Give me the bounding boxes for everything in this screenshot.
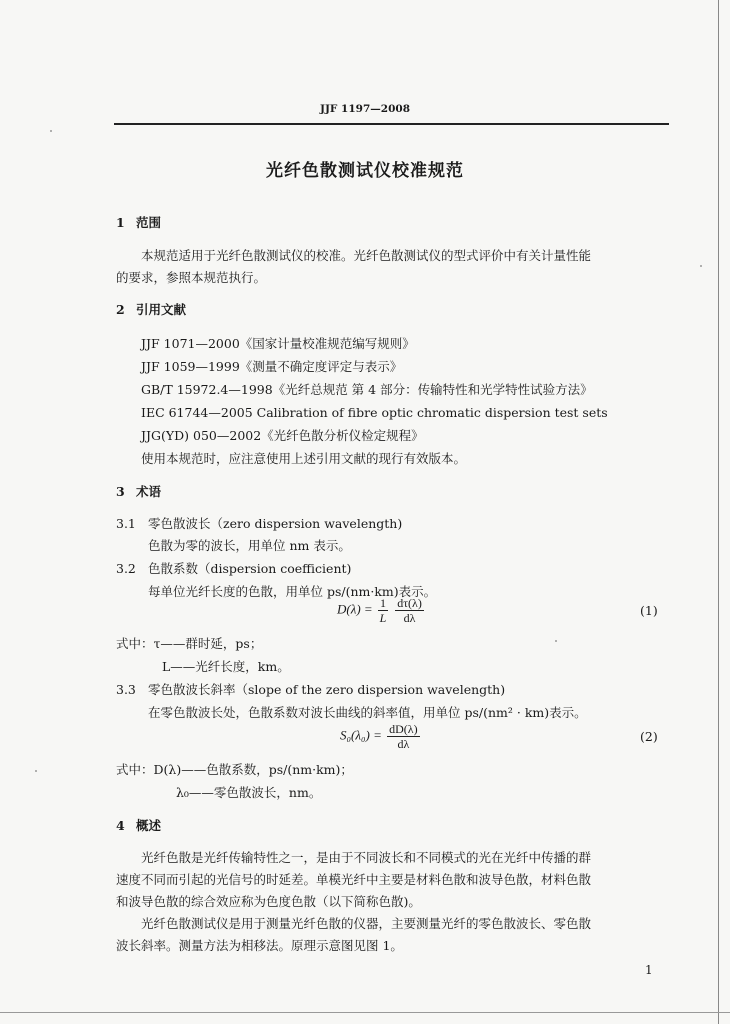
reference-item: JJG(YD) 050—2002《光纤色散分析仪检定规程》 bbox=[141, 428, 424, 443]
term-3-1-title: 零色散波长（zero dispersion wavelength) bbox=[148, 516, 403, 531]
equation-2-number: (2) bbox=[640, 729, 658, 744]
page-edge-bottom bbox=[0, 1012, 730, 1013]
section-1-para-line-2: 的要求，参照本规范执行。 bbox=[116, 270, 267, 285]
equation-1-number: (1) bbox=[640, 603, 658, 618]
equation-2-fraction bbox=[387, 722, 419, 751]
scan-speck bbox=[35, 770, 37, 772]
section-3-title: 术语 bbox=[136, 484, 162, 499]
section-3-number: 3 bbox=[116, 484, 125, 499]
term-3-2-title: 色散系数（dispersion coefficient) bbox=[148, 561, 352, 576]
term-3-2-definition: 每单位光纤长度的色散，用单位 ps/(nm·km)表示。 bbox=[148, 584, 437, 599]
section-4-number: 4 bbox=[116, 818, 125, 833]
scan-speck bbox=[555, 640, 557, 642]
term-3-3-number: 3.3 bbox=[116, 682, 136, 697]
term-3-3-definition: 在零色散波长处，色散系数对波长曲线的斜率值，用单位 ps/(nm² · km)表示。 bbox=[148, 705, 587, 720]
term-3-1-number: 3.1 bbox=[116, 516, 136, 531]
equation-1-lhs: D(λ) = bbox=[337, 601, 373, 617]
equation-1-denominator-b: dλ bbox=[403, 611, 416, 625]
equation-1-numerator-a: 1 bbox=[379, 596, 386, 610]
reference-item: JJF 1059—1999《测量不确定度评定与表示》 bbox=[141, 359, 403, 374]
document-title: 光纤色散测试仪校准规范 bbox=[266, 161, 464, 181]
scan-speck bbox=[700, 265, 702, 267]
section-4-line: 光纤色散测试仪是用于测量光纤色散的仪器，主要测量光纤的零色散波长、零色散 bbox=[141, 916, 592, 931]
equation-2-denominator: dλ bbox=[397, 737, 410, 751]
term-3-1-definition: 色散为零的波长，用单位 nm 表示。 bbox=[148, 538, 351, 553]
equation-2-numerator: dD(λ) bbox=[389, 722, 418, 736]
equation-1-numerator-b: dτ(λ) bbox=[397, 596, 422, 610]
section-4-line: 和波导色散的综合效应称为色度色散（以下简称色散)。 bbox=[116, 894, 421, 909]
reference-item: JJF 1071—2000《国家计量校准规范编写规则》 bbox=[141, 336, 415, 351]
section-4-line: 光纤色散是光纤传输特性之一，是由于不同波长和不同模式的光在光纤中传播的群 bbox=[141, 850, 592, 865]
section-1-title: 范围 bbox=[136, 215, 162, 230]
running-header: JJF 1197—2008 bbox=[320, 103, 410, 115]
term-3-2-number: 3.2 bbox=[116, 561, 136, 576]
where-2-line-2: λ₀——零色散波长，nm。 bbox=[176, 785, 322, 800]
equation-2 bbox=[340, 722, 422, 751]
section-1-para-line-1: 本规范适用于光纤色散测试仪的校准。光纤色散测试仪的型式评价中有关计量性能 bbox=[141, 248, 592, 263]
reference-item: IEC 61744—2005 Calibration of fibre optic chromatic dispersion test sets bbox=[141, 405, 608, 420]
section-4-line: 波长斜率。测量方法为相移法。原理示意图见图 1。 bbox=[116, 938, 403, 953]
equation-1-denominator-a: L bbox=[379, 611, 387, 625]
reference-note: 使用本规范时，应注意使用上述引用文献的现行有效版本。 bbox=[141, 451, 467, 466]
equation-1-fraction-b bbox=[395, 596, 424, 625]
where-1-line-2: L——光纤长度，km。 bbox=[162, 659, 290, 674]
equation-1-fraction-a bbox=[378, 596, 388, 625]
section-1-number: 1 bbox=[116, 215, 125, 230]
where-1-line-1: 式中：τ——群时延，ps； bbox=[116, 636, 263, 651]
equation-1 bbox=[337, 596, 426, 625]
term-3-3-title: 零色散波长斜率（slope of the zero dispersion wavelength) bbox=[148, 682, 506, 697]
section-2-title: 引用文献 bbox=[136, 302, 187, 317]
page-edge-right bbox=[718, 0, 719, 1024]
where-2-line-1: 式中：D(λ)——色散系数，ps/(nm·km)； bbox=[116, 762, 353, 777]
equation-2-lhs: S₀(λ₀) = bbox=[340, 727, 382, 743]
page-number: 1 bbox=[645, 963, 653, 977]
header-rule bbox=[114, 123, 669, 125]
section-2-number: 2 bbox=[116, 302, 125, 317]
section-4-line: 速度不同而引起的光信号的时延差。单模光纤中主要是材料色散和波导色散，材料色散 bbox=[116, 872, 592, 887]
section-4-title: 概述 bbox=[136, 818, 162, 833]
scan-speck bbox=[50, 130, 52, 132]
reference-item: GB/T 15972.4—1998《光纤总规范 第 4 部分：传输特性和光学特性试验方法》 bbox=[141, 382, 593, 397]
